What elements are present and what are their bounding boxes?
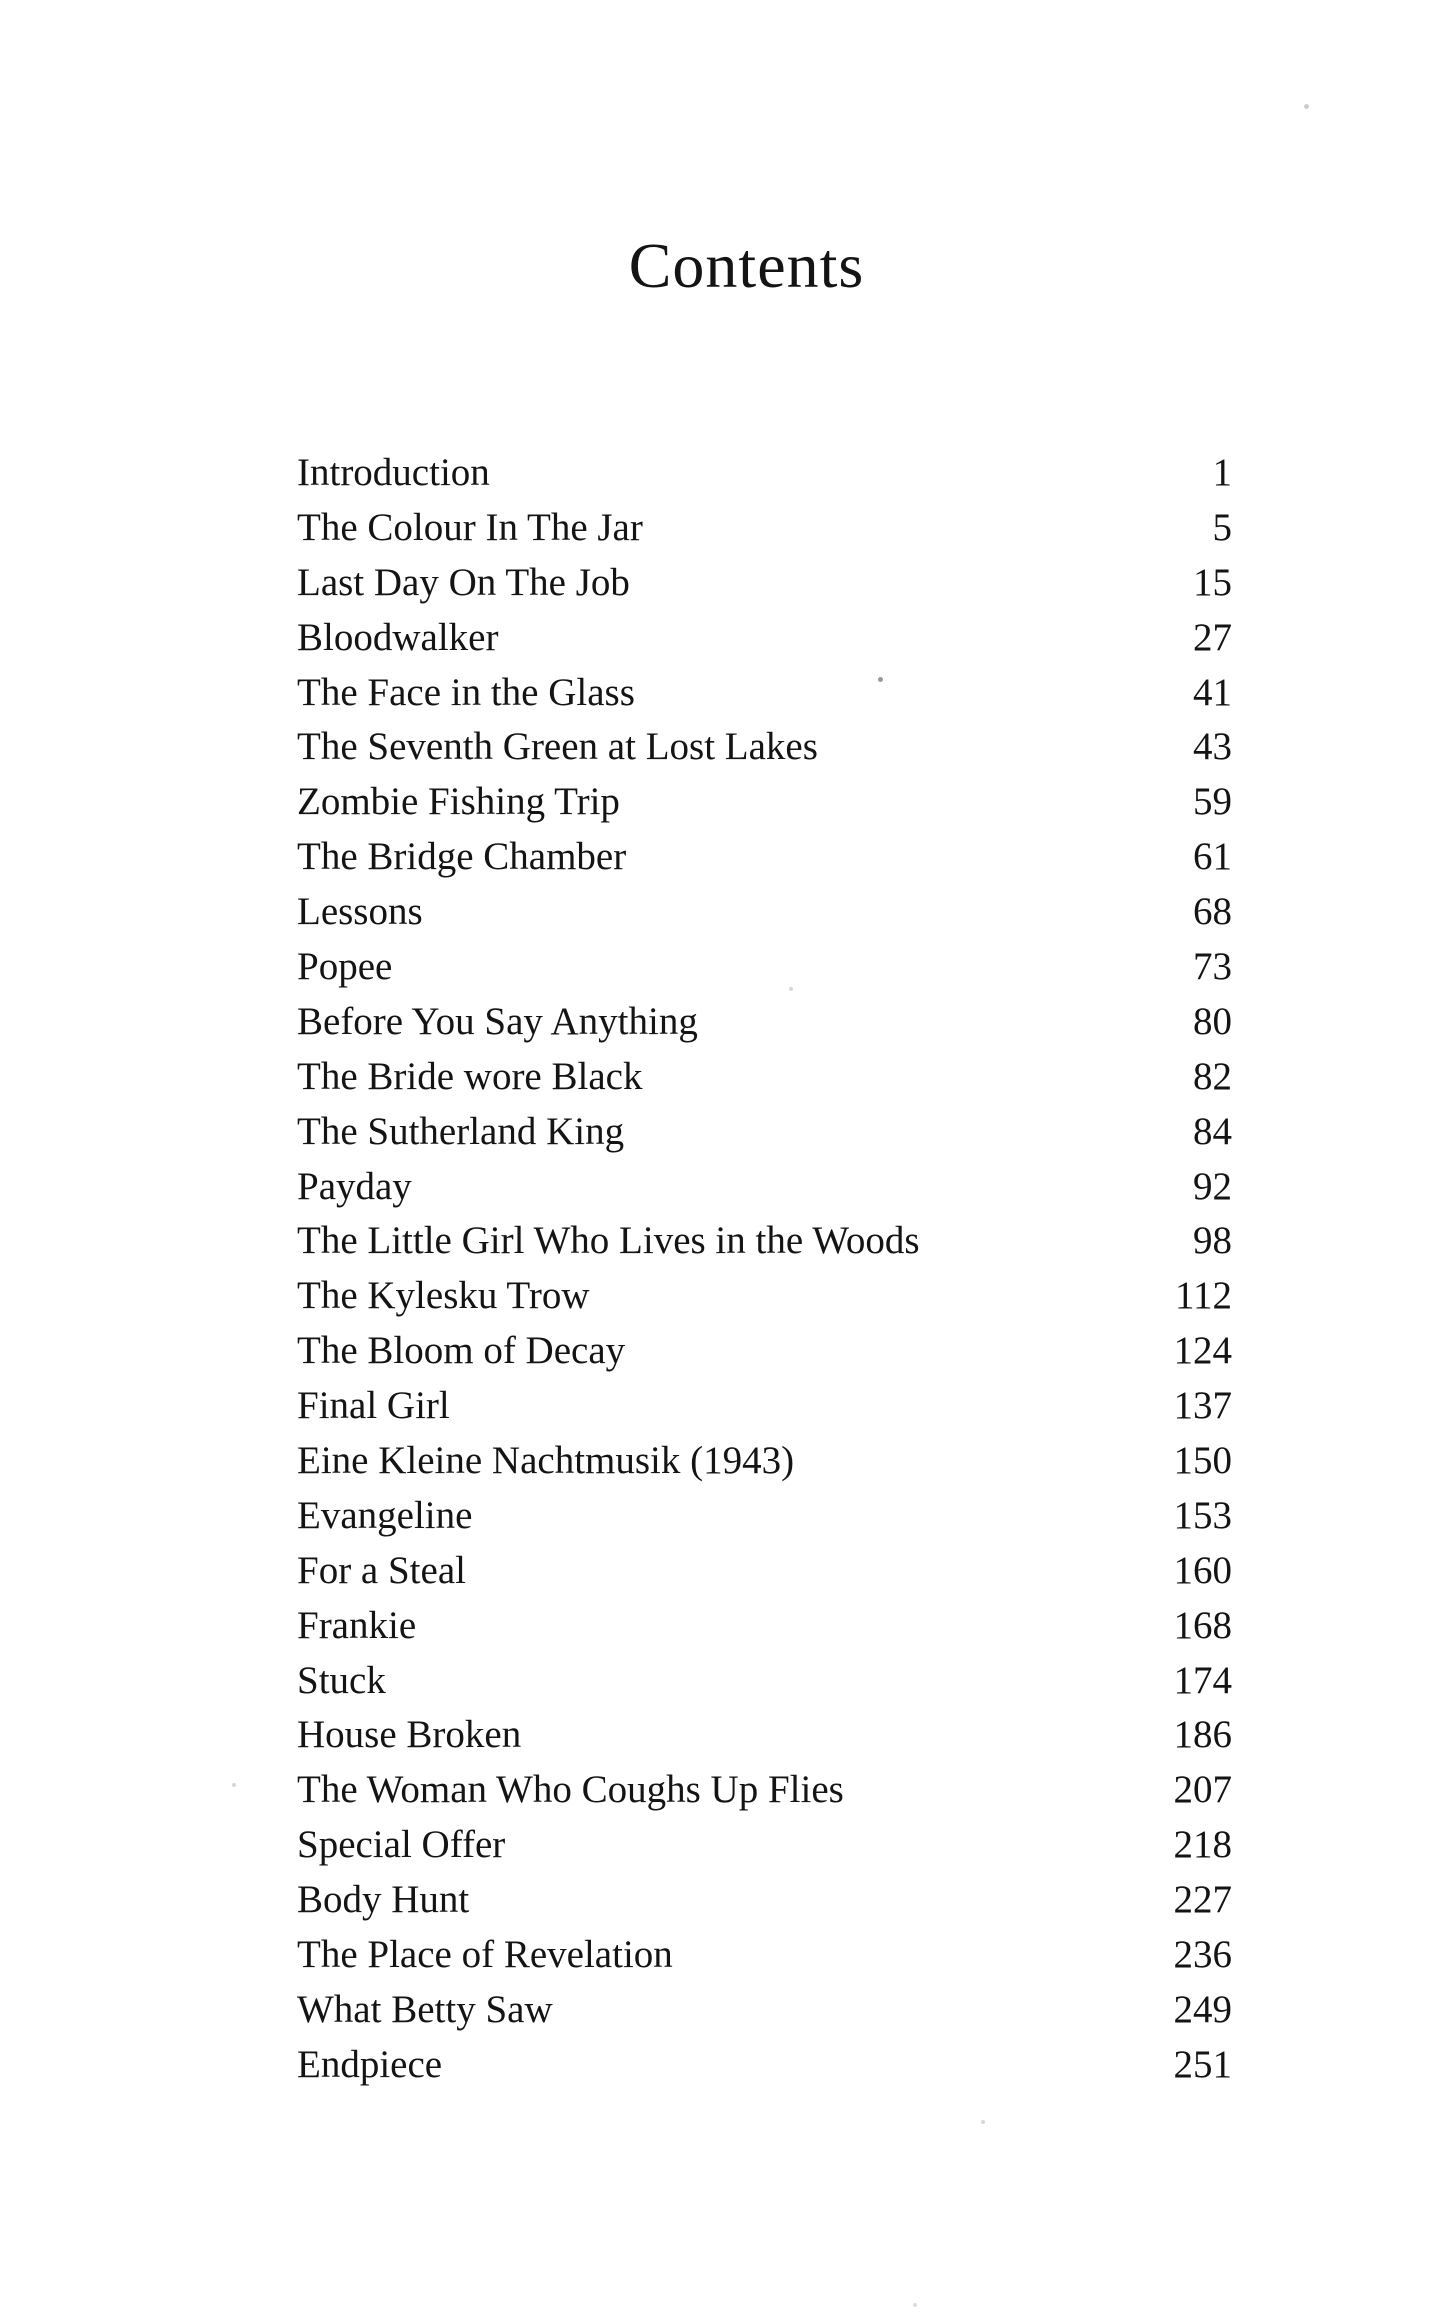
entry-title: The Colour In The Jar [297, 505, 643, 549]
entry-page-number: 1 [1212, 451, 1232, 494]
toc-entry [297, 1928, 1232, 1983]
entry-page-number: 80 [1193, 999, 1232, 1043]
entry-page-number: 249 [1173, 1987, 1232, 2031]
toc-entry [297, 1654, 1232, 1709]
toc-entry [297, 501, 1232, 556]
toc-entry [297, 1873, 1232, 1928]
scan-speck [913, 2303, 917, 2307]
entry-page-number: 41 [1193, 670, 1232, 714]
entry-title: House Broken [297, 1713, 522, 1757]
toc-entry [297, 1214, 1232, 1269]
toc-entry [297, 1434, 1232, 1489]
entry-title: Lessons [297, 890, 423, 934]
entry-title: The Kylesku Trow [297, 1274, 590, 1318]
scan-speck [981, 2120, 985, 2124]
entry-page-number: 251 [1173, 2042, 1232, 2086]
entry-page-number: 168 [1173, 1603, 1232, 1647]
toc-entry [297, 995, 1232, 1050]
entry-title: The Woman Who Coughs Up Flies [297, 1768, 844, 1812]
entry-title: Evangeline [297, 1493, 473, 1537]
entry-title: The Little Girl Who Lives in the Woods [297, 1219, 920, 1263]
entry-page-number: 84 [1193, 1109, 1232, 1153]
entry-title: Eine Kleine Nachtmusik (1943) [297, 1439, 795, 1483]
toc-entry [297, 1050, 1232, 1105]
entry-page-number: 92 [1193, 1164, 1232, 1208]
entry-page-number: 174 [1173, 1658, 1232, 1702]
entry-title: Last Day On The Job [297, 560, 630, 604]
entry-title: Special Offer [297, 1823, 506, 1867]
entry-title: Endpiece [297, 2042, 443, 2086]
entry-page-number: 68 [1193, 890, 1232, 934]
entry-page-number: 124 [1173, 1329, 1232, 1373]
entry-page-number: 137 [1173, 1384, 1232, 1428]
toc-entry [297, 1105, 1232, 1160]
page-title: Contents [628, 230, 865, 301]
entry-page-number: 227 [1173, 1878, 1232, 1922]
scan-speck [232, 1783, 236, 1787]
entry-title: The Bridge Chamber [297, 835, 627, 879]
entry-title: The Face in the Glass [297, 670, 635, 714]
toc-entry [297, 1818, 1232, 1873]
toc-entry [297, 446, 1232, 501]
entry-title: Body Hunt [297, 1878, 470, 1922]
entry-page-number: 73 [1193, 945, 1232, 989]
toc-entry [297, 1324, 1232, 1379]
entry-page-number: 207 [1173, 1768, 1232, 1812]
toc-entry [297, 720, 1232, 775]
toc-entry [297, 1599, 1232, 1654]
entry-title: Zombie Fishing Trip [297, 780, 620, 824]
entry-page-number: 43 [1193, 725, 1232, 769]
entry-page-number: 5 [1212, 505, 1232, 549]
scan-speck [1304, 104, 1309, 109]
toc-entry [297, 556, 1232, 611]
entry-page-number: 15 [1193, 560, 1232, 604]
entry-title: The Place of Revelation [297, 1933, 673, 1977]
entry-title: Frankie [297, 1603, 417, 1647]
entry-page-number: 153 [1173, 1493, 1232, 1537]
entry-title: Introduction [297, 451, 490, 494]
toc-entry [297, 940, 1232, 995]
scan-speck [789, 987, 793, 991]
entry-title: Payday [297, 1164, 412, 1208]
toc-entry [297, 1763, 1232, 1818]
entry-page-number: 61 [1193, 835, 1232, 879]
toc-entry [297, 666, 1232, 721]
toc-entry [297, 775, 1232, 830]
toc-entry [297, 1379, 1232, 1434]
entry-title: The Bride wore Black [297, 1054, 643, 1098]
entry-page-number: 236 [1173, 1933, 1232, 1977]
entry-page-number: 186 [1173, 1713, 1232, 1757]
entry-title: Stuck [297, 1658, 386, 1702]
entry-title: The Bloom of Decay [297, 1329, 626, 1373]
entry-page-number: 98 [1193, 1219, 1232, 1263]
toc-entry [297, 611, 1232, 666]
entry-title: Before You Say Anything [297, 999, 698, 1043]
entry-title: For a Steal [297, 1548, 466, 1592]
toc-entry [297, 1269, 1232, 1324]
entry-title: What Betty Saw [297, 1987, 553, 2031]
table-of-contents [297, 446, 1232, 2093]
entry-page-number: 218 [1173, 1823, 1232, 1867]
entry-page-number: 59 [1193, 780, 1232, 824]
entry-page-number: 27 [1193, 615, 1232, 659]
toc-entry [297, 1983, 1232, 2038]
entry-title: Final Girl [297, 1384, 450, 1428]
toc-entry [297, 1708, 1232, 1763]
toc-entry [297, 1160, 1232, 1215]
toc-entry [297, 1489, 1232, 1544]
entry-page-number: 112 [1174, 1274, 1232, 1318]
entry-title: Popee [297, 945, 393, 989]
toc-entry [297, 885, 1232, 940]
entry-title: Bloodwalker [297, 615, 499, 659]
entry-title: The Seventh Green at Lost Lakes [297, 725, 818, 769]
toc-entry [297, 830, 1232, 885]
entry-page-number: 150 [1173, 1439, 1232, 1483]
entry-page-number: 160 [1173, 1548, 1232, 1592]
toc-entry [297, 2038, 1232, 2093]
scan-speck [878, 677, 883, 682]
toc-entry [297, 1544, 1232, 1599]
entry-title: The Sutherland King [297, 1109, 625, 1153]
entry-page-number: 82 [1193, 1054, 1232, 1098]
